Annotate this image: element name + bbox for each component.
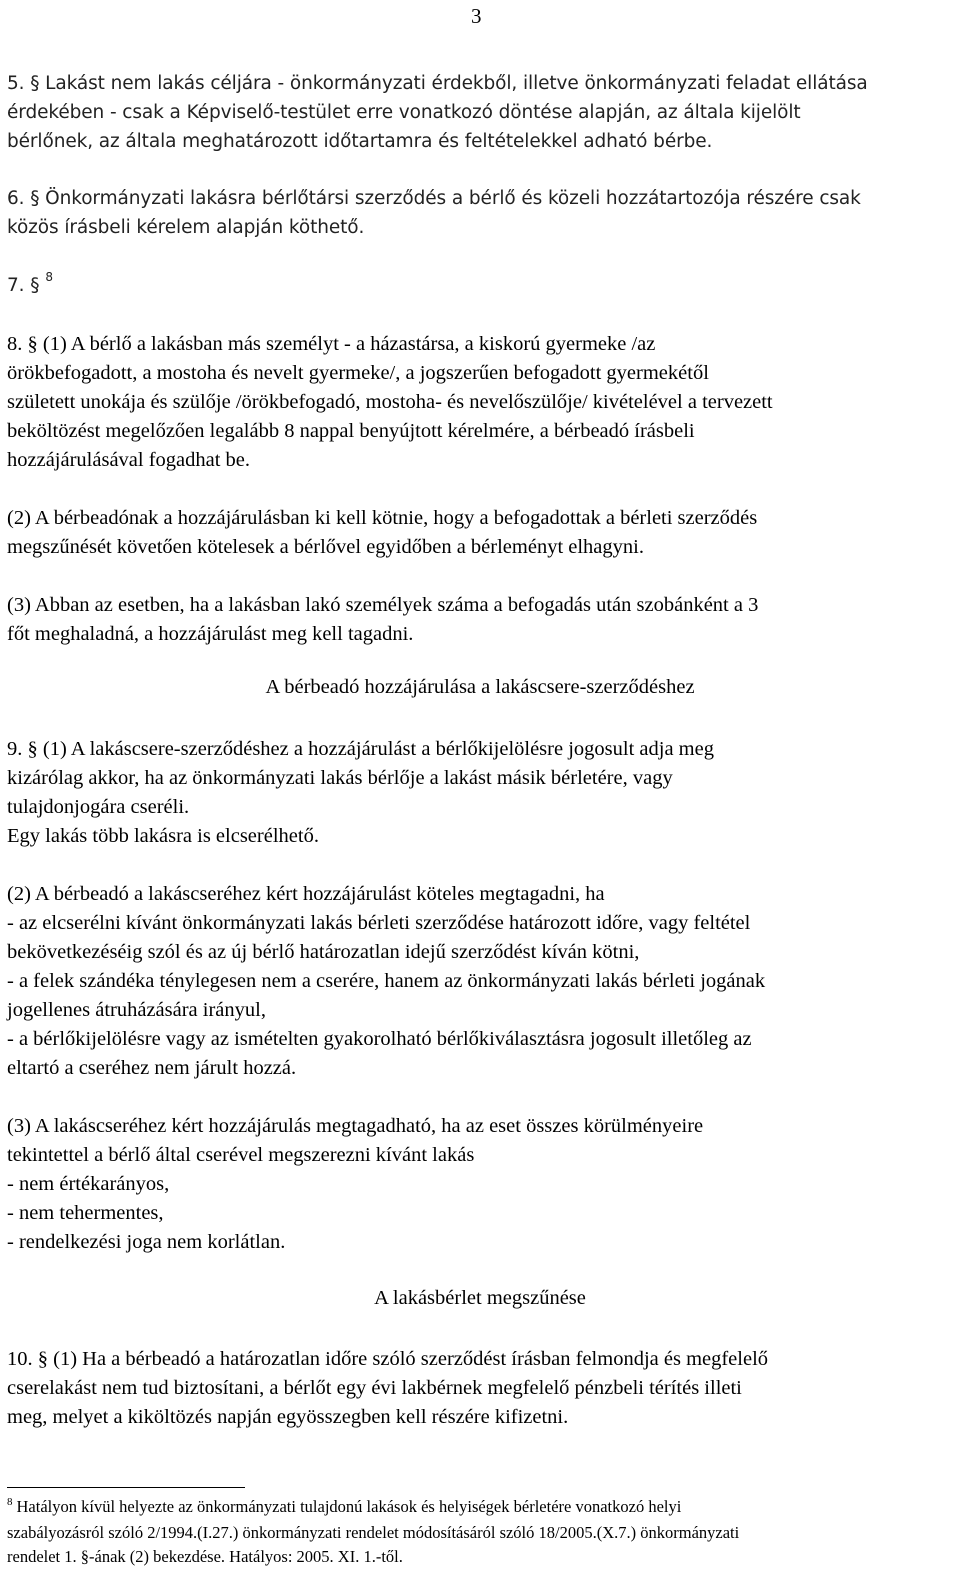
footnote [7, 1495, 955, 1569]
text-line: - a bérlőkijelölésre vagy az ismételten gyakorolható bérlőkiválasztásra jogosult illetőleg az [7, 1028, 752, 1050]
heading-lakascsere: A bérbeadó hozzájárulása a lakáscsere-szerződéshez [265, 676, 695, 698]
text-line: meg, melyet a kiköltözés napján egyösszegben kell részére kifizetni. [7, 1406, 569, 1428]
text-line: 5. § Lakást nem lakás céljára - önkormányzati érdekből, illetve önkormányzati feladat ellátása [7, 73, 868, 94]
text-line: tulajdonjogára cseréli. [7, 796, 190, 818]
text-line: főt meghaladná, a hozzájárulást meg kell tagadni. [7, 623, 414, 645]
footnote-line [7, 1495, 955, 1521]
footnote-divider [7, 1487, 245, 1488]
footnote-mark: 8 [7, 1496, 13, 1508]
section-5 [7, 69, 955, 156]
text-line: 9. § (1) A lakáscsere-szerződéshez a hozzájárulást a bérlőkijelölésre jogosult adja meg [7, 738, 714, 760]
text-line: Egy lakás több lakásra is elcserélhető. [7, 825, 319, 847]
text-line: - rendelkezési joga nem korlátlan. [7, 1231, 286, 1253]
text-line: jogellenes átruházására irányul, [7, 999, 266, 1021]
section-9-para-1 [7, 735, 955, 851]
text-line: (2) A bérbeadó a lakáscseréhez kért hozzájárulást köteles megtagadni, ha [7, 883, 605, 905]
section-7 [7, 271, 955, 302]
page-number: 3 [471, 4, 482, 28]
text-line: hozzájárulásával fogadhat be. [7, 449, 251, 471]
text-line: - az elcserélni kívánt önkormányzati lakás bérleti szerződése határozott időre, vagy feltétel [7, 912, 751, 934]
section-7-label: 7. § [7, 275, 40, 296]
text-line: bekövetkezéséig szól és az új bérlő határozatlan idejű szerződést kíván kötni, [7, 941, 640, 963]
text-line: 10. § (1) Ha a bérbeadó a határozatlan időre szóló szerződést írásban felmondja és megfelelő [7, 1348, 769, 1370]
text-line: cserelakást nem tud biztosítani, a bérlőt egy évi lakbérnek megfelelő pénzbeli térítés illeti [7, 1377, 742, 1399]
text-line: - nem értékarányos, [7, 1173, 170, 1195]
section-9-para-3 [7, 1112, 955, 1257]
footnote-text: Hatályon kívül helyezte az önkormányzati tulajdonú lakások és helyiségek bérletére vonatkozó helyi [16, 1497, 682, 1516]
text-line: (2) A bérbeadónak a hozzájárulásban ki kell kötnie, hogy a befogadottak a bérleti szerződés [7, 507, 758, 529]
text-line: 6. § Önkormányzati lakásra bérlőtársi szerződés a bérlő és közeli hozzátartozója részére csak [7, 188, 861, 209]
text-line: eltartó a cseréhez nem járult hozzá. [7, 1057, 297, 1079]
text-line: kizárólag akkor, ha az önkormányzati lakás bérlője a lakást másik bérletére, vagy [7, 767, 673, 789]
section-6 [7, 184, 955, 242]
text-line: örökbefogadott, a mostoha és nevelt gyermeke/, a jogszerűen befogadott gyermekétől [7, 362, 709, 384]
section-9-para-2 [7, 880, 955, 1083]
text-line: - nem tehermentes, [7, 1202, 164, 1224]
text-line: beköltözést megelőzően legalább 8 nappal benyújtott kérelmére, a bérbeadó írásbeli [7, 420, 695, 442]
footnote-reference: 8 [45, 270, 53, 284]
text-line: közös írásbeli kérelem alapján köthető. [7, 217, 365, 238]
footnote-line: rendelet 1. §-ának (2) bekezdése. Hatályos: 2005. XI. 1.-től. [7, 1547, 403, 1566]
section-8-para-1 [7, 330, 955, 475]
section-10 [7, 1345, 955, 1432]
section-8-para-3 [7, 591, 955, 649]
text-line: tekintettel a bérlő által cserével megszerezni kívánt lakás [7, 1144, 475, 1166]
text-line: bérlőnek, az általa meghatározott időtartamra és feltételekkel adható bérbe. [7, 131, 713, 152]
text-line: - a felek szándéka ténylegesen nem a cserére, hanem az önkormányzati lakás bérleti jogának [7, 970, 766, 992]
text-line: megszűnését követően kötelesek a bérlővel egyidőben a bérleményt elhagyni. [7, 536, 644, 558]
footnote-line: szabályozásról szóló 2/1994.(I.27.) önkormányzati rendelet módosításáról szóló 18/2005.(X.7.) önkormányzati [7, 1523, 740, 1542]
text-line: született unokája és szülője /örökbefogadó, mostoha- és nevelőszülője/ kivételével a tervezett [7, 391, 773, 413]
text-line: (3) Abban az esetben, ha a lakásban lakó személyek száma a befogadás után szobánként a 3 [7, 594, 759, 616]
section-8-para-2 [7, 504, 955, 562]
text-line: 8. § (1) A bérlő a lakásban más személyt - a házastársa, a kiskorú gyermeke /az [7, 333, 656, 355]
text-line: (3) A lakáscseréhez kért hozzájárulás megtagadható, ha az eset összes körülményeire [7, 1115, 704, 1137]
text-line: érdekében - csak a Képviselő-testület erre vonatkozó döntése alapján, az általa kijelölt [7, 102, 801, 123]
heading-lakasberlet-megszunese: A lakásbérlet megszűnése [374, 1287, 586, 1309]
